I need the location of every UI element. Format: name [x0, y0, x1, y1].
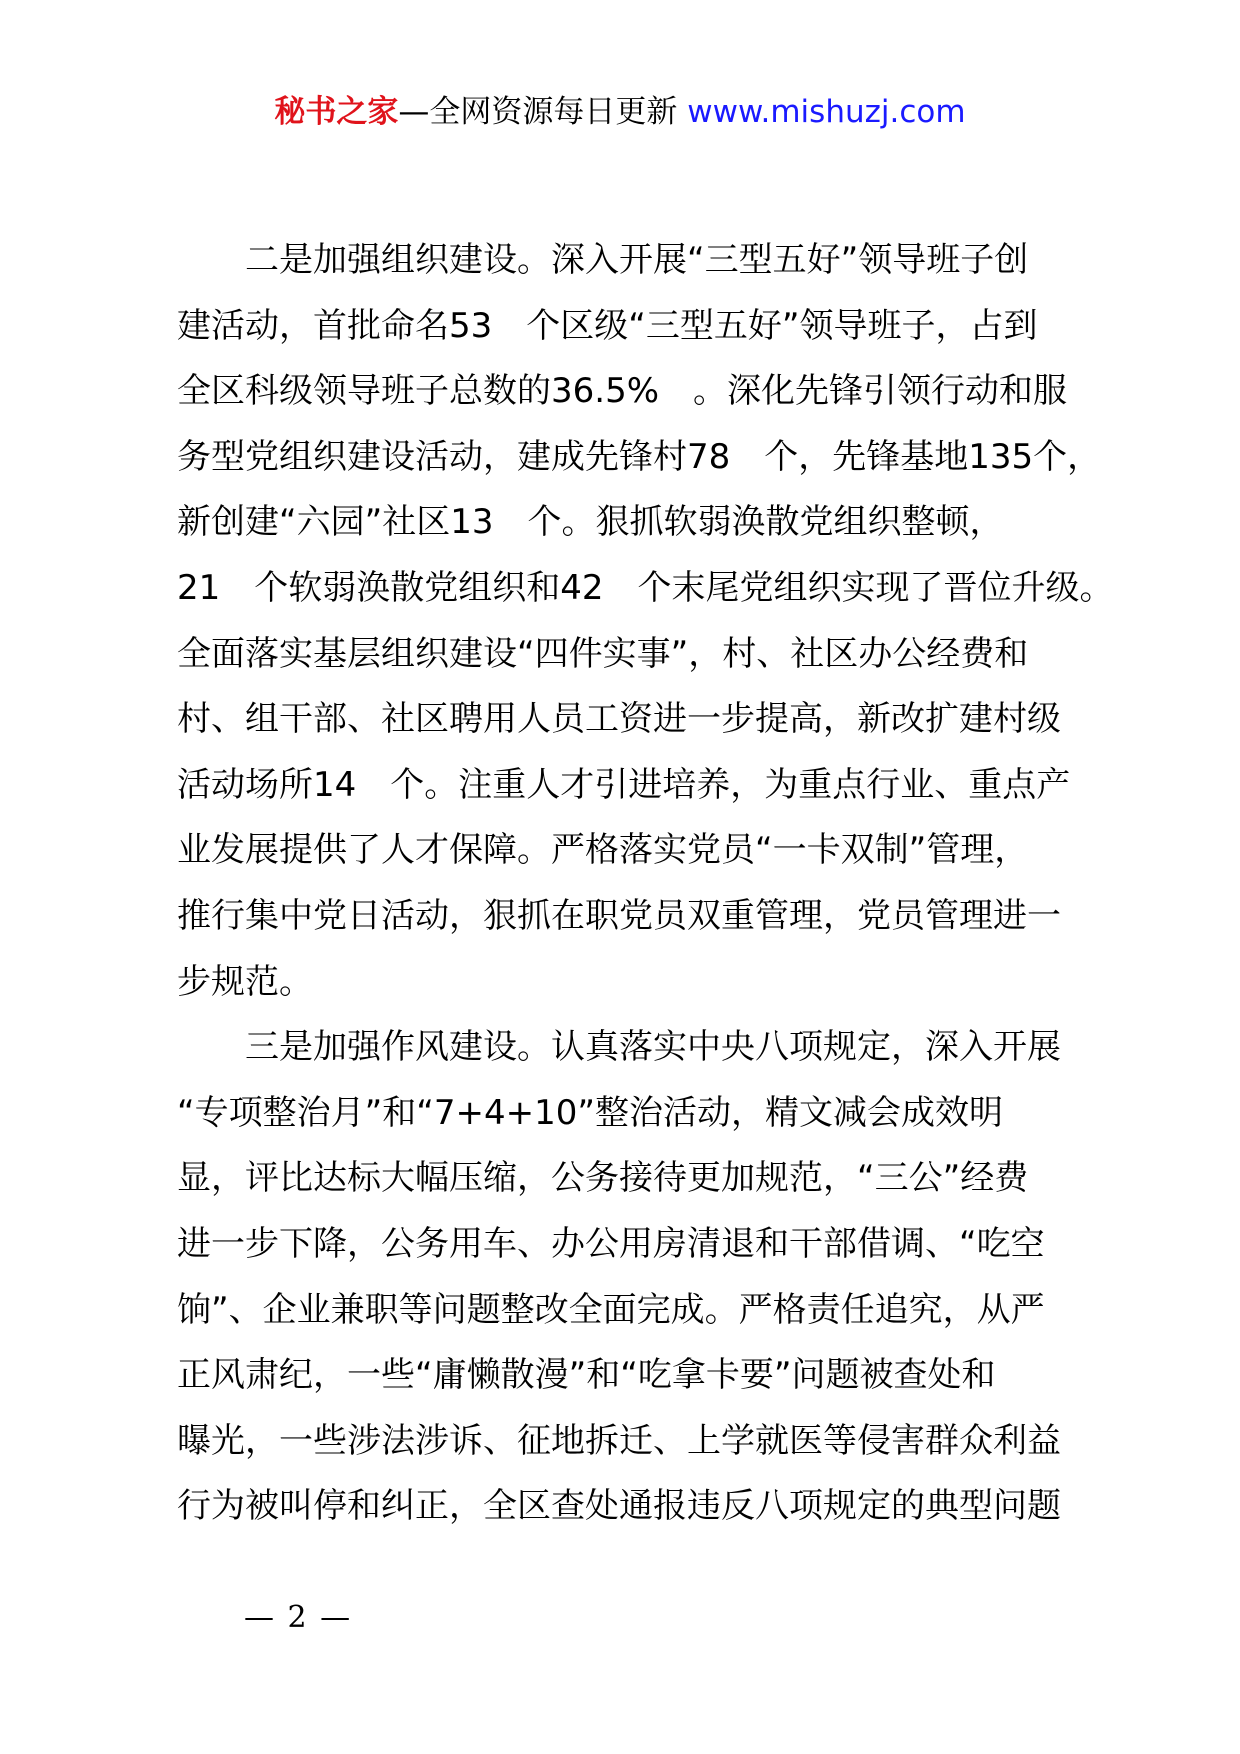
text-line: 全区科级领导班子总数的36.5% 。深化先锋引领行动和服 — [177, 371, 1068, 412]
text-line: 新创建“六园”社区13 个。狠抓软弱涣散党组织整顿， — [177, 502, 1004, 543]
text-line: 进一步下降，公务用车、办公用房清退和干部借调、“吃空 — [177, 1223, 1045, 1264]
text-line: 步规范。 — [177, 961, 313, 1002]
text-line: 21 个软弱涣散党组织和42 个末尾党组织实现了晋位升级。 — [177, 567, 1114, 608]
text-line: 正风肃纪，一些“庸懒散漫”和“吃拿卡要”问题被查处和 — [177, 1355, 996, 1396]
brand-name: 秘书之家 — [274, 94, 399, 130]
text-line: 全面落实基层组织建设“四件实事”，村、社区办公经费和 — [177, 633, 1029, 674]
paragraph-organization — [177, 228, 1114, 1015]
banner-tagline: —全网资源每日更新 — [398, 94, 678, 130]
text-line: “专项整治月”和“7+4+10”整治活动，精文减会成效明 — [177, 1092, 1003, 1133]
text-line: 行为被叫停和纠正，全区查处通报违反八项规定的典型问题 — [177, 1486, 1061, 1527]
text-line: 务型党组织建设活动，建成先锋村78 个，先锋基地135个， — [177, 436, 1102, 477]
text-line: 二是加强组织建设。深入开展“三型五好”领导班子创 — [177, 240, 1029, 280]
page-number: — 2 — — [244, 1600, 353, 1635]
text-line: 村、组干部、社区聘用人员工资进一步提高，新改扩建村级 — [177, 699, 1061, 740]
text-line: 业发展提供了人才保障。严格落实党员“一卡双制”管理， — [177, 830, 1029, 871]
text-line: 推行集中党日活动，狠抓在职党员双重管理，党员管理进一 — [177, 895, 1061, 936]
site-url-link[interactable]: www.mishuzj.com — [687, 94, 966, 130]
text-line: 饷”、企业兼职等问题整改全面完成。严格责任追究，从严 — [177, 1289, 1045, 1330]
site-banner — [0, 92, 1240, 132]
text-line: 建活动，首批命名53 个区级“三型五好”领导班子，占到 — [177, 305, 1038, 346]
text-line: 三是加强作风建设。认真落实中央八项规定，深入开展 — [177, 1027, 1061, 1068]
text-line: 活动场所14 个。注重人才引进培养，为重点行业、重点产 — [177, 764, 1071, 805]
document-body — [177, 228, 1114, 1540]
text-line: 显，评比达标大幅压缩，公务接待更加规范，“三公”经费 — [177, 1158, 1029, 1199]
paragraph-work-style — [177, 1015, 1077, 1540]
text-line: 曝光，一些涉法涉诉、征地拆迁、上学就医等侵害群众利益 — [177, 1420, 1061, 1461]
